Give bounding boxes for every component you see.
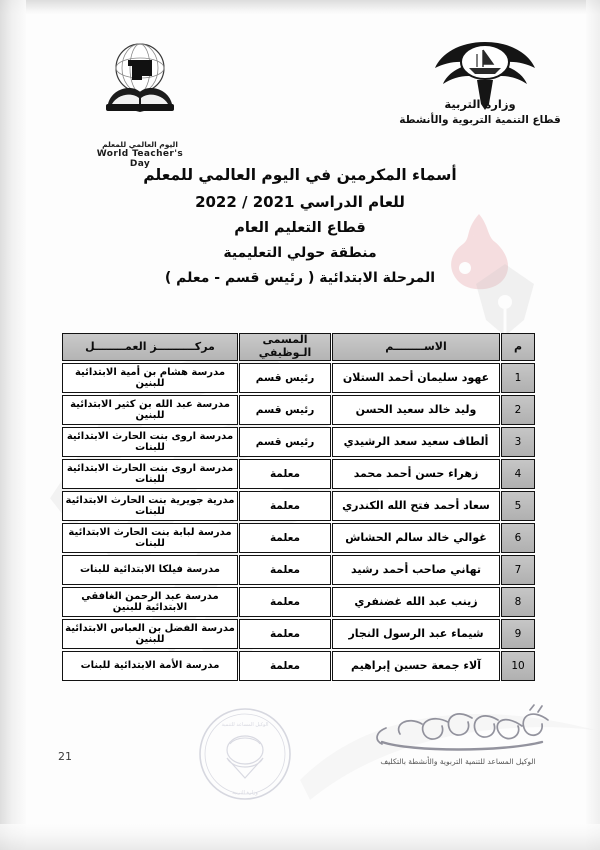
column-header-name: الاســــــــم: [332, 333, 500, 361]
cell-job-title: معلمة: [239, 523, 331, 553]
ministry-line-2: قطاع التنمية التربوية والأنشطة: [399, 113, 561, 126]
column-header-number: م: [501, 333, 535, 361]
official-round-stamp: [186, 706, 304, 802]
cell-name: تهاني صاحب أحمد رشيد: [332, 555, 500, 585]
cell-number: 5: [501, 491, 535, 521]
table-row: [62, 459, 535, 489]
cell-workplace: مدرسة الفضل بن العباس الابتدائية للبنين: [62, 619, 238, 649]
cell-workplace: مدرسة عبد الله بن كثير الابتدائية للبنين: [62, 395, 238, 425]
ministry-line-1: وزارة التربية: [444, 97, 516, 111]
title-line-5: المرحلة الابتدائية ( رئيس قسم - معلم ): [164, 270, 436, 286]
title-block: [60, 166, 540, 295]
svg-text:وزارة التربية: وزارة التربية: [232, 790, 258, 796]
cell-name: غوالي خالد سالم الحشاش: [332, 523, 500, 553]
table-row: [62, 523, 535, 553]
table-header-row: [62, 333, 535, 361]
cell-job-title: معلمة: [239, 587, 331, 617]
page-number: 21: [58, 750, 72, 763]
cell-name: وليد خالد سعيد الحسن: [332, 395, 500, 425]
cell-workplace: مدرية جويرية بنت الحارث الابتدائية للبنات: [62, 491, 238, 521]
cell-job-title: معلمة: [239, 459, 331, 489]
cell-number: 9: [501, 619, 535, 649]
cell-number: 8: [501, 587, 535, 617]
cell-number: 2: [501, 395, 535, 425]
cell-name: زهراء حسن أحمد محمد: [332, 459, 500, 489]
cell-name: زينب عبد الله غضنفري: [332, 587, 500, 617]
scan-edge-top: [0, 0, 600, 14]
cell-job-title: رئيس قسم: [239, 395, 331, 425]
cell-number: 6: [501, 523, 535, 553]
cell-number: 10: [501, 651, 535, 681]
cell-number: 3: [501, 427, 535, 457]
table-header: [62, 333, 535, 361]
cell-name: شيماء عبد الرسول النجار: [332, 619, 500, 649]
scan-edge-left: [0, 0, 26, 850]
cell-workplace: مدرسة اروى بنت الحارث الابتدائية للبنات: [62, 459, 238, 489]
honorees-table: [61, 331, 536, 683]
cell-workplace: مدرسة الأمة الابتدائية للبنات: [62, 651, 238, 681]
column-header-workplace: مركــــــــــز العمــــــــل: [62, 333, 238, 361]
cell-job-title: معلمة: [239, 651, 331, 681]
table-row: [62, 587, 535, 617]
table-row: [62, 555, 535, 585]
cell-name: سعاد أحمد فتح الله الكندري: [332, 491, 500, 521]
table-row: [62, 651, 535, 681]
cell-number: 4: [501, 459, 535, 489]
cell-number: 7: [501, 555, 535, 585]
cell-number: 1: [501, 363, 535, 393]
title-line-2: للعام الدراسي 2021 / 2022: [195, 193, 405, 211]
wtd-english-caption: World Teacher's Day: [96, 149, 184, 169]
honorees-table-wrapper: [64, 331, 536, 683]
column-header-job-title: المسمى الـوظيفي: [239, 333, 331, 361]
cell-workplace: مدرسة لبابة بنت الحارث الابتدائية للبنات: [62, 523, 238, 553]
cell-workplace: مدرسة هشام بن أمية الابتدائية للبنين: [62, 363, 238, 393]
cell-job-title: رئيس قسم: [239, 363, 331, 393]
title-line-4: منطقة حولي التعليمية: [223, 245, 377, 261]
kuwait-state-emblem-logo: [392, 34, 578, 154]
table-row: [62, 395, 535, 425]
cell-name: ألطاف سعيد سعد الرشيدي: [332, 427, 500, 457]
scan-edge-right: [586, 0, 600, 850]
table-body: [62, 363, 535, 681]
cell-workplace: مدرسة اروى بنت الحارث الابتدائية للبنات: [62, 427, 238, 457]
table-row: [62, 427, 535, 457]
cell-name: عهود سليمان أحمد الستلان: [332, 363, 500, 393]
signature-caption: الوكيل المساعد للتنمية التربوية والأنشطة بالتكليف: [380, 757, 536, 766]
cell-job-title: معلمة: [239, 619, 331, 649]
table-row: [62, 491, 535, 521]
cell-workplace: مدرسة فيلكا الابتدائية للبنات: [62, 555, 238, 585]
ministry-heading: [380, 96, 580, 128]
cell-job-title: معلمة: [239, 555, 331, 585]
table-row: [62, 619, 535, 649]
cell-name: آلاء جمعة حسين إبراهيم: [332, 651, 500, 681]
table-row: [62, 363, 535, 393]
wtd-arabic-caption: اليوم العالمي للمعلم: [102, 140, 178, 149]
cell-workplace: مدرسة عبد الرحمن الغافقي الابتدائية للبنين: [62, 587, 238, 617]
signature-mark: [352, 702, 562, 764]
title-line-3: قطاع التعليم العام: [234, 220, 366, 236]
world-teachers-day-logo: [92, 38, 188, 169]
cell-job-title: معلمة: [239, 491, 331, 521]
title-line-1: أسماء المكرمين في اليوم العالمي للمعلم: [143, 166, 457, 184]
cell-job-title: رئيس قسم: [239, 427, 331, 457]
svg-text:الوكيل المساعد للتنمية: الوكيل المساعد للتنمية: [221, 722, 269, 728]
scan-edge-bottom: [0, 824, 600, 850]
